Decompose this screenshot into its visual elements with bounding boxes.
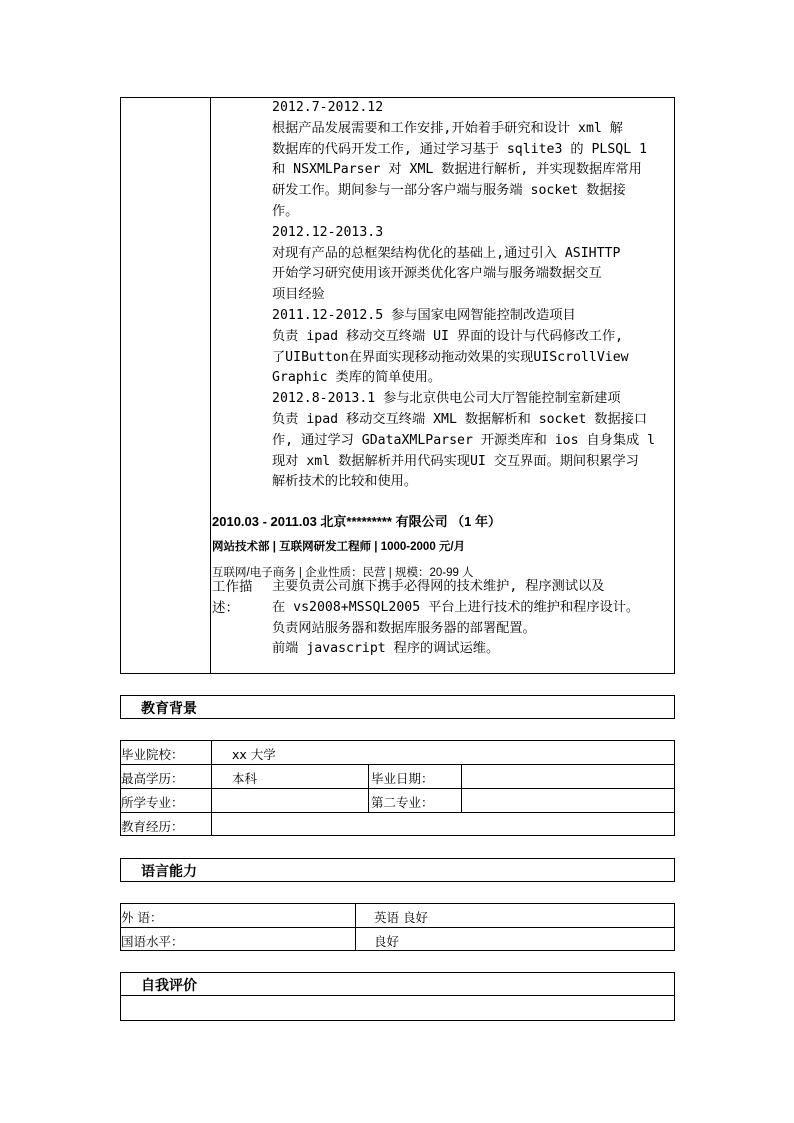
project-line: 解析技术的比较和使用。 (272, 474, 418, 490)
edu-row-line (120, 764, 675, 765)
project-line: Graphic 类库的简单使用。 (272, 370, 442, 386)
degree-label: 最高学历： (121, 771, 184, 786)
project-line: 负责 ipad 移动交互终端 XML 数据解析和 socket 数据接口 (272, 412, 648, 427)
project-line: 根据产品发展需要和工作安排,开始着手研究和设计 xml 解 (272, 120, 623, 136)
edu-col-line (211, 740, 212, 836)
edu-row-line (120, 812, 675, 813)
mandarin-value: 良好 (374, 934, 400, 949)
project-line: 研发工作。期间参与一部分客户端与服务端 socket 数据接 (272, 183, 626, 199)
edu-col-line (368, 764, 369, 812)
degree-value: 本科 (232, 771, 258, 786)
project-line: 2011.12-2012.5 参与国家电网智能控制改造项目 (272, 308, 576, 323)
lang-col-line (355, 903, 356, 951)
school-value: xx 大学 (232, 747, 276, 762)
project-line: 2012.12-2013.3 (272, 224, 384, 240)
company-meta: 互联网/电子商务 | 企业性质：民营 | 规模：20-99 人 (212, 567, 474, 579)
language-header (120, 858, 675, 882)
mandarin-label: 国语水平： (121, 934, 184, 949)
project-line: 作。 (272, 204, 299, 219)
project-line: 和 NSXMLParser 对 XML 数据进行解析, 并实现数据库常用 (272, 162, 642, 178)
project-line: 项目经验 (272, 287, 325, 303)
project-line: 负责 ipad 移动交互终端 UI 界面的设计与代码修改工作, (272, 328, 624, 344)
job-description-label-2: 述： (212, 600, 239, 616)
company-heading: 2010.03 - 2011.03 北京********* 有限公司 （1 年） (212, 514, 502, 529)
edu-row-line (120, 788, 675, 789)
project-line: 了UIButton在界面实现移动拖动效果的实现UIScrollView (272, 349, 629, 365)
project-line: 开始学习研究使用该开源类优化客户端与服务端数据交互 (272, 266, 602, 282)
second-major-label: 第二专业： (371, 795, 434, 810)
job-description-line: 前端 javascript 程序的调试运维。 (272, 641, 500, 657)
self-evaluation-body (120, 995, 675, 1021)
education-header (120, 695, 675, 719)
graduation-date-label: 毕业日期： (371, 771, 434, 786)
experience-content (211, 98, 674, 673)
self-evaluation-title: 自我评价 (141, 977, 197, 993)
foreign-language-label: 外 语： (121, 910, 163, 925)
job-description-label-1: 工作描 (212, 579, 253, 595)
foreign-language-value: 英语 良好 (374, 910, 428, 925)
project-line: 2012.8-2013.1 参与北京供电公司大厅智能控制室新建项 (272, 391, 621, 407)
project-line: 作, 通过学习 GDataXMLParser 开源类库和 ios 自身集成 l (272, 432, 656, 448)
edu-col-line (461, 764, 462, 812)
project-line: 对现有产品的总框架结构优化的基础上,通过引入 ASIHTTP (272, 245, 621, 261)
project-line: 2012.7-2012.12 (272, 100, 384, 115)
school-label: 毕业院校： (121, 747, 184, 762)
job-description-line: 在 vs2008+MSSQL2005 平台上进行技术的维护和程序设计。 (272, 599, 640, 615)
education-history-label: 教育经历： (121, 819, 184, 834)
department-position: 网站技术部 | 互联网研发工程师 | 1000-2000 元/月 (212, 541, 466, 553)
education-title: 教育背景 (141, 700, 197, 716)
self-evaluation-header (120, 972, 675, 996)
major-label: 所学专业： (121, 795, 184, 810)
project-line: 现对 xml 数据解析并用代码实现UI 交互界面。期间积累学习 (272, 453, 639, 469)
language-title: 语言能力 (141, 863, 197, 879)
job-description-line: 主要负责公司旗下携手必得网的技术维护, 程序测试以及 (272, 579, 605, 594)
job-description-line: 负责网站服务器和数据库服务器的部署配置。 (272, 620, 536, 636)
lang-row-line (120, 927, 675, 928)
project-line: 数据库的代码开发工作, 通过学习基于 sqlite3 的 PLSQL 1 (272, 141, 648, 157)
